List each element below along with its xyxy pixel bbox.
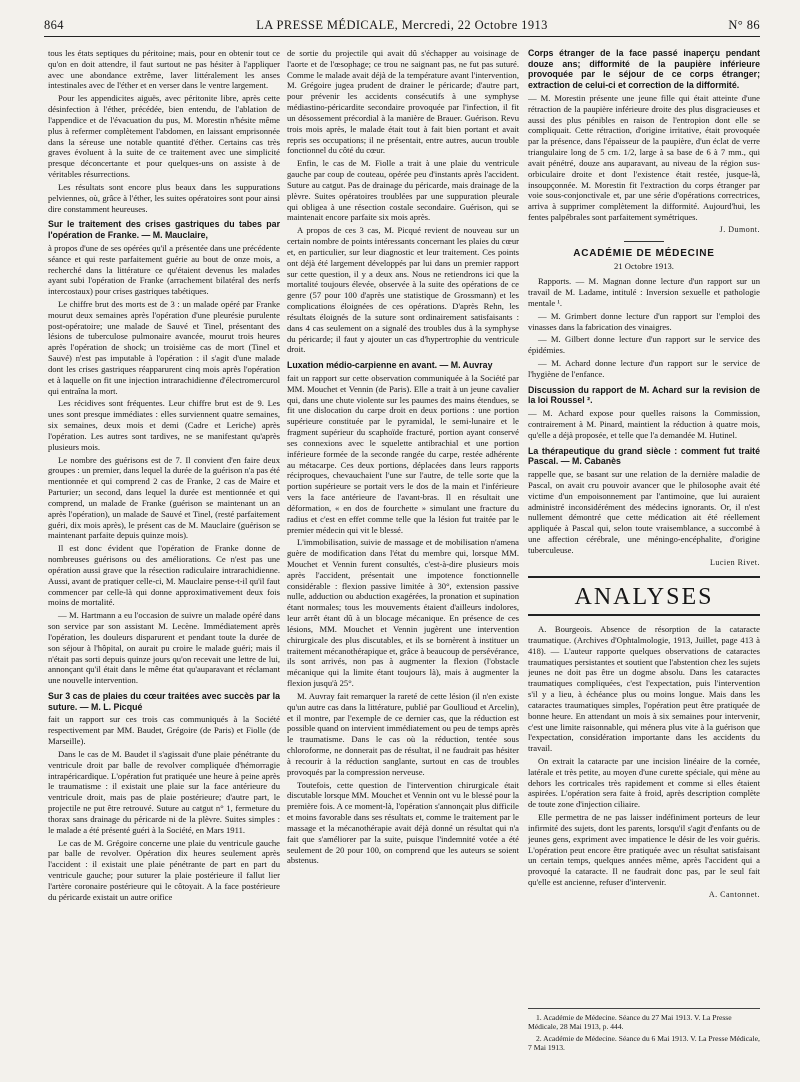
paragraph: Le chiffre brut des morts est de 3 : un malade opéré par Franke mourut deux semaines après l'opération d'une pleurésie purulente post-opératoire; une malade de Sauvé et Tinel, présentant des lésions de tuberculose pulmonaire avancée, mourut trois heures après l'opération de shock; un troisième cas de mort (Tinel et Sauvé) n'est pas imputable à l'opération : il s'agit d'une malade dont les crises gastriques réapparurent cinq mois après l'opération et à laquelle on fit une injection intrarachidienne d'électromercurol qui entraîna la mort. <box>48 299 280 396</box>
paragraph: — M. Gilbert donne lecture d'un rapport sur le service des épidémies. <box>528 334 760 356</box>
paragraph: Il est donc évident que l'opération de Franke donne de nombreuses guérisons ou des améliorations. Ce n'est pas une opération aussi grave que la résection radiculaire intrarachidienne. Aussi, avant de pratiquer celle-ci, M. Mauclaire pense-t-il qu'il faut commencer par celle-là qui donne approximativement deux fois moins de mortalité. <box>48 543 280 608</box>
paragraph: rappelle que, se basant sur une relation de la dernière maladie de Pascal, on avait cru pouvoir avancer que le philosophe avait été victime d'un empoisonnement par l'antimoine, que lui auraient administré inconsidérément des médecins ignorants. Or, il n'est nullement démontré que cette médication ait été réellement appliquée à Pascal qui, selon toute vraisemblance, a succombé à une affection cérébrale, une méningo-encéphalite, d'origine tuberculeuse. <box>528 469 760 555</box>
paragraph: à propos d'une de ses opérées qu'il a présentée dans une précédente séance et qui reste parfaitement guérie au bout de onze mois, a recherché dans la littérature ce qu'étaient devenus les malades ayant subi l'opération de Franke (arrachement bilatéral des nerfs intercostaux) pour crises gastriques tabétiques. <box>48 242 280 297</box>
footnote: 2. Académie de Médecine. Séance du 6 Mai 1913. V. La Presse Médicale, 7 Mai 1913. <box>528 1033 760 1053</box>
paragraph: tous les états septiques du péritoine; mais, pour en obtenir tout ce qu'on en doit attendre, il faut surtout ne pas hésiter à l'appliquer avec une abondance extrême, laver littéralement les anses intestinales avec de l'éther et en verser dans le ventre largement. <box>48 48 280 91</box>
paragraph: Enfin, le cas de M. Fiolle a trait à une plaie du ventricule gauche par coup de couteau, opérée peu d'instants après l'accident. Suture au catgut. Pas de drainage du péricarde, mais drainage de la plèvre. Suites opératoires troublées par une suppuration pleurale qui obligea à une résection costale secondaire. Guérison, qui se maintenait encore parfaite six mois après. <box>287 158 519 223</box>
session-date: 21 Octobre 1913. <box>614 261 674 272</box>
paragraph: M. Auvray fait remarquer la rareté de cette lésion (il n'en existe qu'un autre cas dans la littérature, publié par Goullioud et Arcelin), et il montre, par l'exemple de ce dernier cas, que la réduction est possible quand on intervient immédiatement ou peu de temps après le traumatisme. Dans le cas où la réduction, tentée sous chloroforme, ne donnerait pas de résultat, il ne faudrait pas hésiter à recourir à la réduction sanglante, surtout en cas de troubles provoqués par la compression nerveuse. <box>287 690 519 777</box>
paragraph: — M. Morestin présente une jeune fille qui était atteinte d'une rétraction de la paupière inférieure droite des plus disgracieuses et aussi des plus pénibles en raison de l'entropion dont elle se compliquait. Cette rétraction, d'origine irritative, était provoquée par la présence, dans l'épaisseur de la paupière, d'un éclat de verre triangulaire long de 5 cm. 1/2, large à sa base de 6 à 7 mm., qui avait pénétré, douze ans auparavant, au niveau de la région sus-orbiculaire droite et dont l'existence était restée, jusque-là, insoupçonnée. M. Morestin fit l'extraction du corps étranger par voie sous-conjonctivale et, par une série d'opérations correctrices, arriva à supprimer complètement la difformité. Aujourd'hui, les fentes palpébrales sont parfaitement symétriques. <box>528 92 760 222</box>
paragraph: Les récidives sont fréquentes. Leur chiffre brut est de 9. Les unes sont presque immédiates : elles surviennent quatre semaines, six semaines, deux mois et demi (Cadre et Leriche) après l'opération. Les autres sont tardives, ne se manifestant qu'après plusieurs mois. <box>48 398 280 452</box>
section-heading: Discussion du rapport de M. Achard sur la revision de la loi Roussel ². <box>528 384 760 406</box>
paragraph: Les résultats sont encore plus beaux dans les suppurations pelviennes, où, grâce à l'éther, les suites opératoires sont pour ainsi dire constamment heureuses. <box>48 181 280 214</box>
issue-number: N° 86 <box>728 18 760 32</box>
paragraph: A propos de ces 3 cas, M. Picqué revient de nouveau sur un certain nombre de points intéressants concernant les plaies du cœur et, en particulier, sur leur diagnostic et leur traitement. Ces points ont déjà été largement développés par lui dans un premier rapport sur cette question, il y a deux ans. Nous ne retiendrons ici que la mortalité toujours élevée, observée à la suite des opérations de ce genre (57 pour 100 d'après une statistique de Grossmann) et les complications éloignées de ces opérations. D'après Rehn, les résultats éloignés de la suture sont ordinairement satisfaisants : dans 4 cas seulement on a signalé des troubles dus à la symphyse du péricarde; il faut y ajouter un cas d'hypertrophie du ventricule droit. <box>287 225 519 355</box>
paragraph: fait un rapport sur ces trois cas communiqués à la Société respectivement par MM. Baudet, Grégoire (de Paris) et Fiolle (de Marseille). <box>48 714 280 747</box>
paragraph: Rapports. — M. Magnan donne lecture d'un rapport sur un travail de M. Ladame, intitulé : Inversion sexuelle et pathologie mentale ¹. <box>528 276 760 308</box>
author-signature: Lucien Rivet. <box>709 557 760 567</box>
author-signature: A. Cantonnet. <box>708 889 760 899</box>
paragraph: Pour les appendicites aiguës, avec péritonite libre, après cette désinfection à l'éther, précédée, bien entendu, de l'ablation de l'appendice et de l'évacuation du pus, M. Morestin n'hésite même plus à refermer complètement l'abdomen, en laissant emprisonnée dans la séreuse une notable quantité d'éther. Certains cas très graves évoluent à la suite de ce traitement avec une simplicité presque déconcertante et pour quelques-uns on assiste à de véritables résurrections. <box>48 93 280 180</box>
divider <box>624 241 664 242</box>
paragraph: A. Bourgeois. Absence de résorption de la cataracte traumatique. (Archives d'Ophtalmologie, 1913, Juillet, page 413 à 418). — L'auteur rapporte quelques observations de cataractes traumatiques persistantes et soutient que l'abstention chez les sujets jeunes ne doit pas être un dogme absolu. Dans les cataractes traumatiques compliquées, c'est l'expectation, puis l'intervention s'il y a lieu, à échéance plus ou moins longue. Mais dans les cataractes traumatiques simples, l'opération peut être pratiquée de bonne heure. En attendant un mois à six semaines pour intervenir, c'est une limite raisonnable, qui ménera plus vite à la guérison que l'expectation, considération importante dans les accidents du travail. <box>528 624 760 754</box>
paragraph: — M. Grimbert donne lecture d'un rapport sur l'emploi des vinasses dans la fabrication des vinaigres. <box>528 310 760 332</box>
paragraph: — M. Achard expose pour quelles raisons la Commission, contrairement à M. Pinard, maintient la réduction à quatre mois, qu'elle a déjà proposée, et telle que l'a demandée M. Hutinel. <box>528 408 760 440</box>
journal-title: LA PRESSE MÉDICALE, Mercredi, 22 Octobre 1913 <box>256 18 548 32</box>
section-heading: La thérapeutique du grand siècle : comment fut traité Pascal. — M. Cabanès <box>528 445 760 467</box>
author-signature: J. Dumont. <box>719 224 760 234</box>
paragraph: — M. Hartmann a eu l'occasion de suivre un malade opéré dans son service par son assistant M. Lecène. Immédiatement après l'opération, les douleurs disparurent et pendant toute la durée de son séjour à l'hôpital, on aurait pu croire le malade guéri; mais il n'était pas sorti depuis quinze jours qu'on recevait une lettre de lui, annonçant qu'il était dans le même état qu'auparavant et réclamant une nouvelle intervention. <box>48 610 280 686</box>
footnotes <box>528 1008 760 1055</box>
analyses-banner: ANALYSES <box>528 576 760 616</box>
page-number: 864 <box>44 18 64 32</box>
column-2 <box>287 48 519 1076</box>
paragraph: Elle permettra de ne pas laisser indéfiniment porteurs de leur infirmité des sujets, dont les parents, lorsqu'il s'agit d'enfants ou de jeunes gens, expriment avec impatience le désir de les voir guéris. L'opération peut encore être pratiquée avec un résultat satisfaisant un certain temps, quelques années même, après l'accident qui a provoqué la cataracte. Il ne faudrait donc pas, par le seul fait qu'elle est ancienne, refuser d'intervenir. <box>528 812 760 888</box>
paragraph: Le cas de M. Grégoire concerne une plaie du ventricule gauche par balle de revolver. Opération dix heures seulement après l'accident : il existait une plaie pénétrante de part en part du ventricule gauche; pour suturer la plaie postérieure il fallut lier l'artère coronaire postérieure qui le côtoyait. A la face postérieure du péricarde existait un autre orifice <box>48 837 280 902</box>
paragraph: Le nombre des guérisons est de 7. Il convient d'en faire deux groupes : un premier, dans lequel la durée de la guérison n'a pas été mentionnée et qui comprend 2 cas de Franke, 2 cas de Maire et Parturier; un second, dans lequel la durée est mentionnée et qui comprend, un malade de Franke (guérison se maintenant un an après l'opération), un malade de Sauvé et Tinel, (resté parfaitement guéri, dix mois après), le présent cas de M. Mauclaire (guérison se maintenant parfaite depuis quinze mois). <box>48 454 280 541</box>
section-heading: Corps étranger de la face passé inaperçu pendant douze ans; difformité de la paupière inférieure provoquée par le séjour de ce corps étranger; extraction de celui-ci et correction de la difformité. <box>528 48 760 91</box>
section-heading: Luxation médio-carpienne en avant. — M. Auvray <box>287 360 493 371</box>
section-heading: Sur le traitement des crises gastriques du tabes par l'opération de Franke. — M. Mauclaire, <box>48 219 280 241</box>
column-3 <box>528 48 760 1003</box>
column-1 <box>48 48 280 1076</box>
footnote: 1. Académie de Médecine. Séance du 27 Mai 1913. V. La Presse Médicale, 28 Mai 1913, p. 444. <box>528 1013 732 1032</box>
section-heading: Sur 3 cas de plaies du cœur traitées avec succès par la suture. — M. L. Picqué <box>48 690 280 712</box>
paragraph: L'immobilisation, suivie de massage et de mobilisation n'amena guère de modification dans l'état du membre qui, lorsque MM. Mouchet et Vennin furent consultés, c'est-à-dire plusieurs mois après l'accident, présentait une impotence fonctionnelle considérable : flexion passive limitée à 30°, extension passive nulle, adduction ou abduction exagérées, la pronation et supination étant normales; tous les mouvements étaient d'ailleurs indolores, leur arrêt étant dû à un blocage mécanique. En présence de ces lésions, MM. Mouchet et Vennin jugèrent une intervention chirurgicale des plus discutables, et ils se bornèrent à instituer un traitement mécanothérapique et, grâce à beaucoup de persévérance, ils sont arrivés, non pas à augmenter la flexion (l'obstacle mécanique qui la limite étant toujours là), mais à augmenter la flexion jusqu'à 25°. <box>287 537 519 689</box>
paragraph: On extrait la cataracte par une incision linéaire de la cornée, latérale et très petite, au moyen d'une curette spéciale, qui mène au dehors les cortricales très rapidement et comme si elles étaient aspirées. L'opération sera faite à froid, après description complète de toute zone d'injection ciliaire. <box>528 756 760 810</box>
section-title: ACADÉMIE DE MÉDECINE <box>573 247 715 259</box>
paragraph: — M. Achard donne lecture d'un rapport sur le service de l'hygiène de l'enfance. <box>528 358 760 379</box>
paragraph: de sortie du projectile qui avait dû s'échapper au voisinage de l'aorte et de l'œsophage; ce trou ne saignant pas, ne fut pas suturé. Comme le malade avait déjà de la température avant l'intervention, M. Grégoire jugea prudent de drainer le péricarde; d'autre part, pour prévenir les accidents consécutifs à une symphyse médiastino-péricardite secondaire provoquée par l'infection, il fit un désossement précordial à la manière de Brauer. Guérison. Revu trois mois après, le malade était tout à fait bien portant et avait repris ses occupations; il ne présentait, entre autres, aucun trouble fonctionnel du côté du cœur. <box>287 48 519 156</box>
paragraph: fait un rapport sur cette observation communiquée à la Société par MM. Mouchet et Vennin (de Paris). Elle a trait à un jeune cavalier qui, dans une chute violente sur les paumes des mains étendues, se fit une dislocation du carpe droit en deux portions : une portion supérieure constituée par le pyramidal, le semi-lunaire et le fragment supérieur du scaphoïde fracturé, portion ayant conservé ses connexions avec le squelette antibrachial et une portion inférieure formée de la seconde rangée du carpe, restée adhérente au métacarpe. Ces deux portions, déplacées dans leurs rapports réciproques, chevauchaient l'une sur l'autre, de telle sorte que la portion supérieure se portait vers le dos de la main et l'inférieure vers la face antérieure de l'avant-bras. Il en résultait une déformation, « en dos de fourchette » simulant une fracture du radius et c'est en effet comme telle que la lésion fut traitée par le premier médecin qui vit le blessé. <box>287 372 519 535</box>
paragraph: Toutefois, cette question de l'intervention chirurgicale était discutable lorsque MM. Mouchet et Vennin ont vu le blessé pour la première fois. A ce moment-là, l'opération s'annonçait plus difficile et moins favorable dans ses résultats et, comme le traitement par le massage et la mécanothérapie avait déjà donné un résultat qui n'a fait que s'améliorer par la suite, puisque l'indemnité votée a été seulement de 20 pour 100, on comprend que les auteurs se soient abstenus. <box>287 779 519 866</box>
paragraph: Dans le cas de M. Baudet il s'agissait d'une plaie pénétrante du ventricule droit par balle de revolver compliquée d'hémorragie intrapéricardique. L'opération fut pratiquée une heure à peine après le traumatisme : il existait une plaie sur la face antérieure du ventricule droit, mais pas de plaie postérieure; d'autre part, le projectile ne put être retrouvé. Suture au catgut n° 1, fermeture du thorax sans drainage du péricarde ni de la plèvre. Suites simples : le malade a été présenté guéri à la Société, en Mars 1911. <box>48 748 280 835</box>
page-header <box>44 14 760 37</box>
